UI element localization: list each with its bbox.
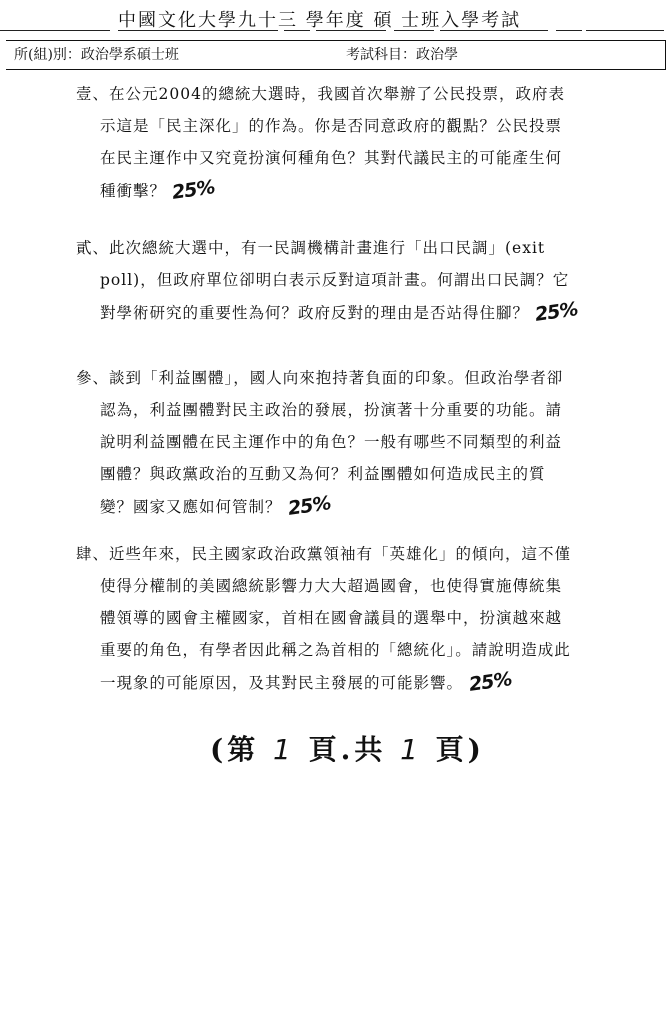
question-line: 示這是「民主深化」的作為。你是否同意政府的觀點？公民投票 — [100, 117, 563, 135]
page-number-open: (第 — [210, 733, 260, 766]
question-line-last — [100, 490, 330, 522]
question-line: poll)，但政府單位卻明白表示反對這項計畫。何謂出口民調？它 — [100, 271, 570, 289]
page-current: 1 — [273, 733, 295, 766]
question-line: 體領導的國會主權國家，首相在國會議員的選舉中，扮演越來越 — [100, 609, 563, 627]
question-line: 變？國家又應如何管制？ — [100, 498, 282, 516]
exam-meta-row — [6, 40, 666, 70]
meta-row-border — [665, 41, 666, 69]
page-number-middle: 頁.共 — [308, 733, 387, 766]
score-mark: 25% — [467, 668, 513, 696]
question-line-last — [100, 174, 215, 206]
score-mark: 25% — [533, 298, 579, 326]
exam-title: 中國文化大學九十三 學年度 碩 士班入學考試 — [118, 10, 522, 31]
question-line: 種衝擊？ — [100, 182, 167, 200]
question-line: 一現象的可能原因，及其對民主發展的可能影響。 — [100, 674, 464, 692]
question-line-last — [100, 666, 512, 698]
subject-label: 考試科目：政治學 — [346, 47, 458, 63]
score-mark: 25% — [286, 492, 332, 520]
question-line-last — [100, 296, 578, 328]
question-line: 認為，利益團體對民主政治的發展，扮演著十分重要的功能。請 — [100, 401, 563, 419]
question-line: 對學術研究的重要性為何？政府反對的理由是否站得住腳？ — [100, 304, 530, 322]
question-line: 貳、此次總統大選中，有一民調機構計畫進行「出口民調」(exit — [76, 239, 546, 257]
question-line: 壹、在公元2004的總統大選時，我國首次舉辦了公民投票，政府表 — [76, 85, 565, 103]
question-line: 參、談到「利益團體」，國人向來抱持著負面的印象。但政治學者卻 — [76, 369, 564, 387]
page-number-close: 頁) — [435, 733, 485, 766]
question-line: 重要的角色，有學者因此稱之為首相的「總統化」。請說明造成此 — [100, 641, 571, 659]
department-label: 所(組)別：政治學系碩士班 — [14, 47, 179, 63]
score-mark: 25% — [170, 176, 216, 204]
question-line: 在民主運作中又究竟扮演何種角色？其對代議民主的可能產生何 — [100, 149, 563, 167]
page-total: 1 — [400, 733, 422, 766]
page-number — [210, 728, 530, 768]
question-line: 使得分權制的美國總統影響力大大超過國會，也使得實施傳統集 — [100, 577, 563, 595]
question-line: 團體？與政黨政治的互動又為何？利益團體如何造成民主的質 — [100, 465, 546, 483]
question-line: 說明利益團體在民主運作中的角色？一般有哪些不同類型的利益 — [100, 433, 563, 451]
question-line: 肆、近些年來，民主國家政治政黨領袖有「英雄化」的傾向，這不僅 — [76, 545, 572, 563]
